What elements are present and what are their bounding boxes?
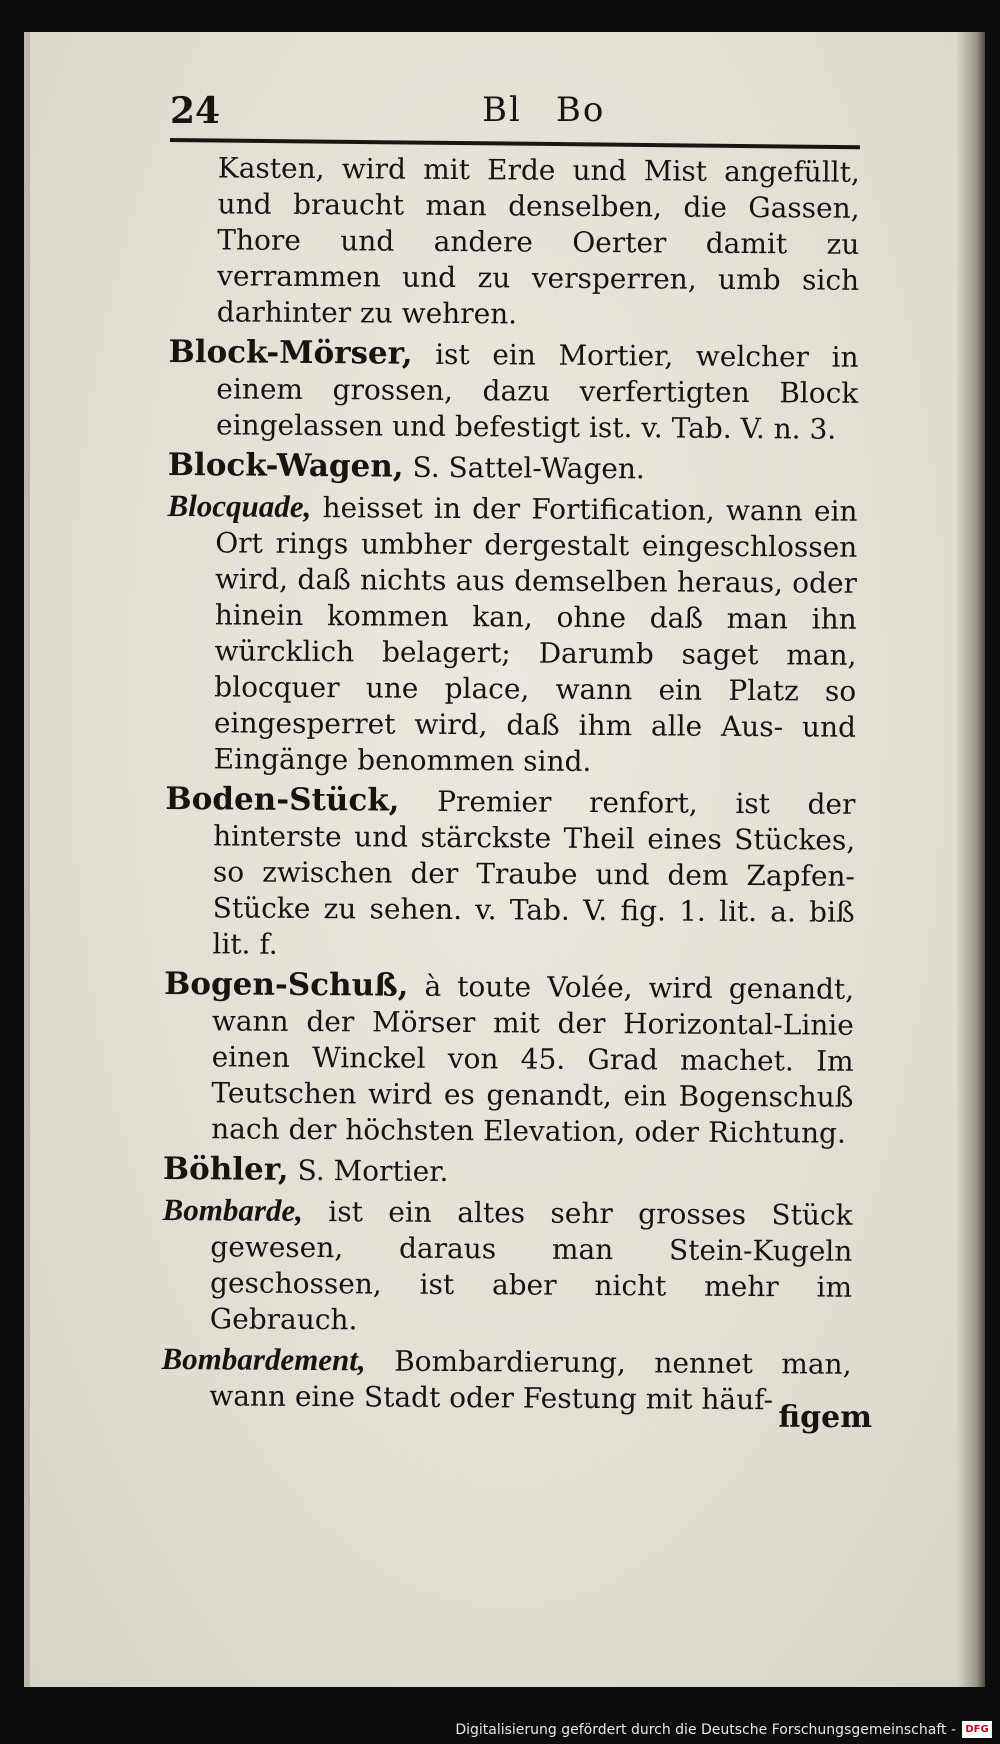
entry-head: Block-Mörser, (168, 333, 413, 372)
entry-text: Kasten, wird mit Erde und Mist angefüllt, und braucht man denselben, die Gassen, Thore und andere Oerter damit zu verrammen und zu versperren, umb sich darhinter zu wehren. (216, 151, 860, 331)
entry-text: S. Sattel-Wagen. (412, 450, 645, 486)
entry-head: Blocquade, (167, 487, 312, 524)
page-header (0, 0, 1000, 130)
entry-continuation (169, 150, 860, 335)
dictionary-body (161, 150, 860, 1423)
entry-text: Bombardierung, nennet man, wann eine Stadt oder Festung mit häuf- (209, 1344, 852, 1417)
entry-boehler (163, 1151, 853, 1193)
running-head (482, 90, 639, 130)
entry-head: Boden-Stück, (165, 780, 400, 819)
entry-text: S. Mortier. (297, 1153, 449, 1188)
entry-text: heisset in der Fortification, wann ein Ort rings umbher dergestalt eingeschlossen wird, daß nichts aus demselben heraus, oder hinein kommen kan, ohne daß man ihn würcklich belagert; Darumb saget man, blocquer une place, wann ein Platz so eingesperret wird, daß ihm alle Aus- und Eingänge benommen sind. (213, 491, 858, 778)
book-gutter (957, 32, 985, 1687)
footer-bar (0, 1718, 1000, 1744)
dfg-logo: DFG (962, 1721, 992, 1738)
entry-bogen-schuss (163, 966, 854, 1152)
entry-boden-stueck (164, 781, 855, 967)
entry-block-wagen (168, 447, 858, 489)
entry-text: ist ein altes sehr grosses Stück gewesen, daraus man Stein-Kugeln geschossen, ist aber nicht mehr im Gebrauch. (209, 1195, 853, 1337)
entry-blocquade (166, 488, 858, 782)
entry-text: à toute Volée, wird genandt, wann der Mörser mit der Horizontal-Linie einen Winckel von 45. Grad machet. Im Teutschen wird es genandt, ein Bogenschuß nach der höchsten Elevation, oder Richtung. (211, 969, 855, 1150)
entry-head: Bogen-Schuß, (164, 965, 409, 1004)
entry-head: Böhler, (162, 1150, 289, 1188)
entry-text: ist ein Mortier, welcher in einem grossen, dazu verfertigten Block eingelassen und befestigt ist. v. Tab. V. n. 3. (215, 337, 859, 446)
entry-bombarde (162, 1192, 853, 1342)
entry-text: Premier renfort, ist der hinterste und stärckste Theil eines Stückes, so zwischen der Traube und dem Zapfen-Stücke zu sehen. v. Tab. V. fig. 1. lit. a. biß lit. f. (212, 784, 856, 961)
entry-block-moerser (168, 334, 859, 448)
entry-head: Bombarde, (162, 1191, 304, 1228)
page-number: 24 (170, 90, 221, 132)
running-head-left: Bl (482, 90, 522, 130)
entry-bombardement (161, 1341, 851, 1419)
digitization-credit: Digitalisierung gefördert durch die Deutsche Forschungsgemeinschaft - (455, 1722, 956, 1738)
running-head-right: Bo (555, 90, 606, 130)
catchword: figem (778, 1400, 872, 1435)
entry-head: Bombardement, (161, 1340, 366, 1378)
entry-head: Block-Wagen, (167, 446, 404, 485)
